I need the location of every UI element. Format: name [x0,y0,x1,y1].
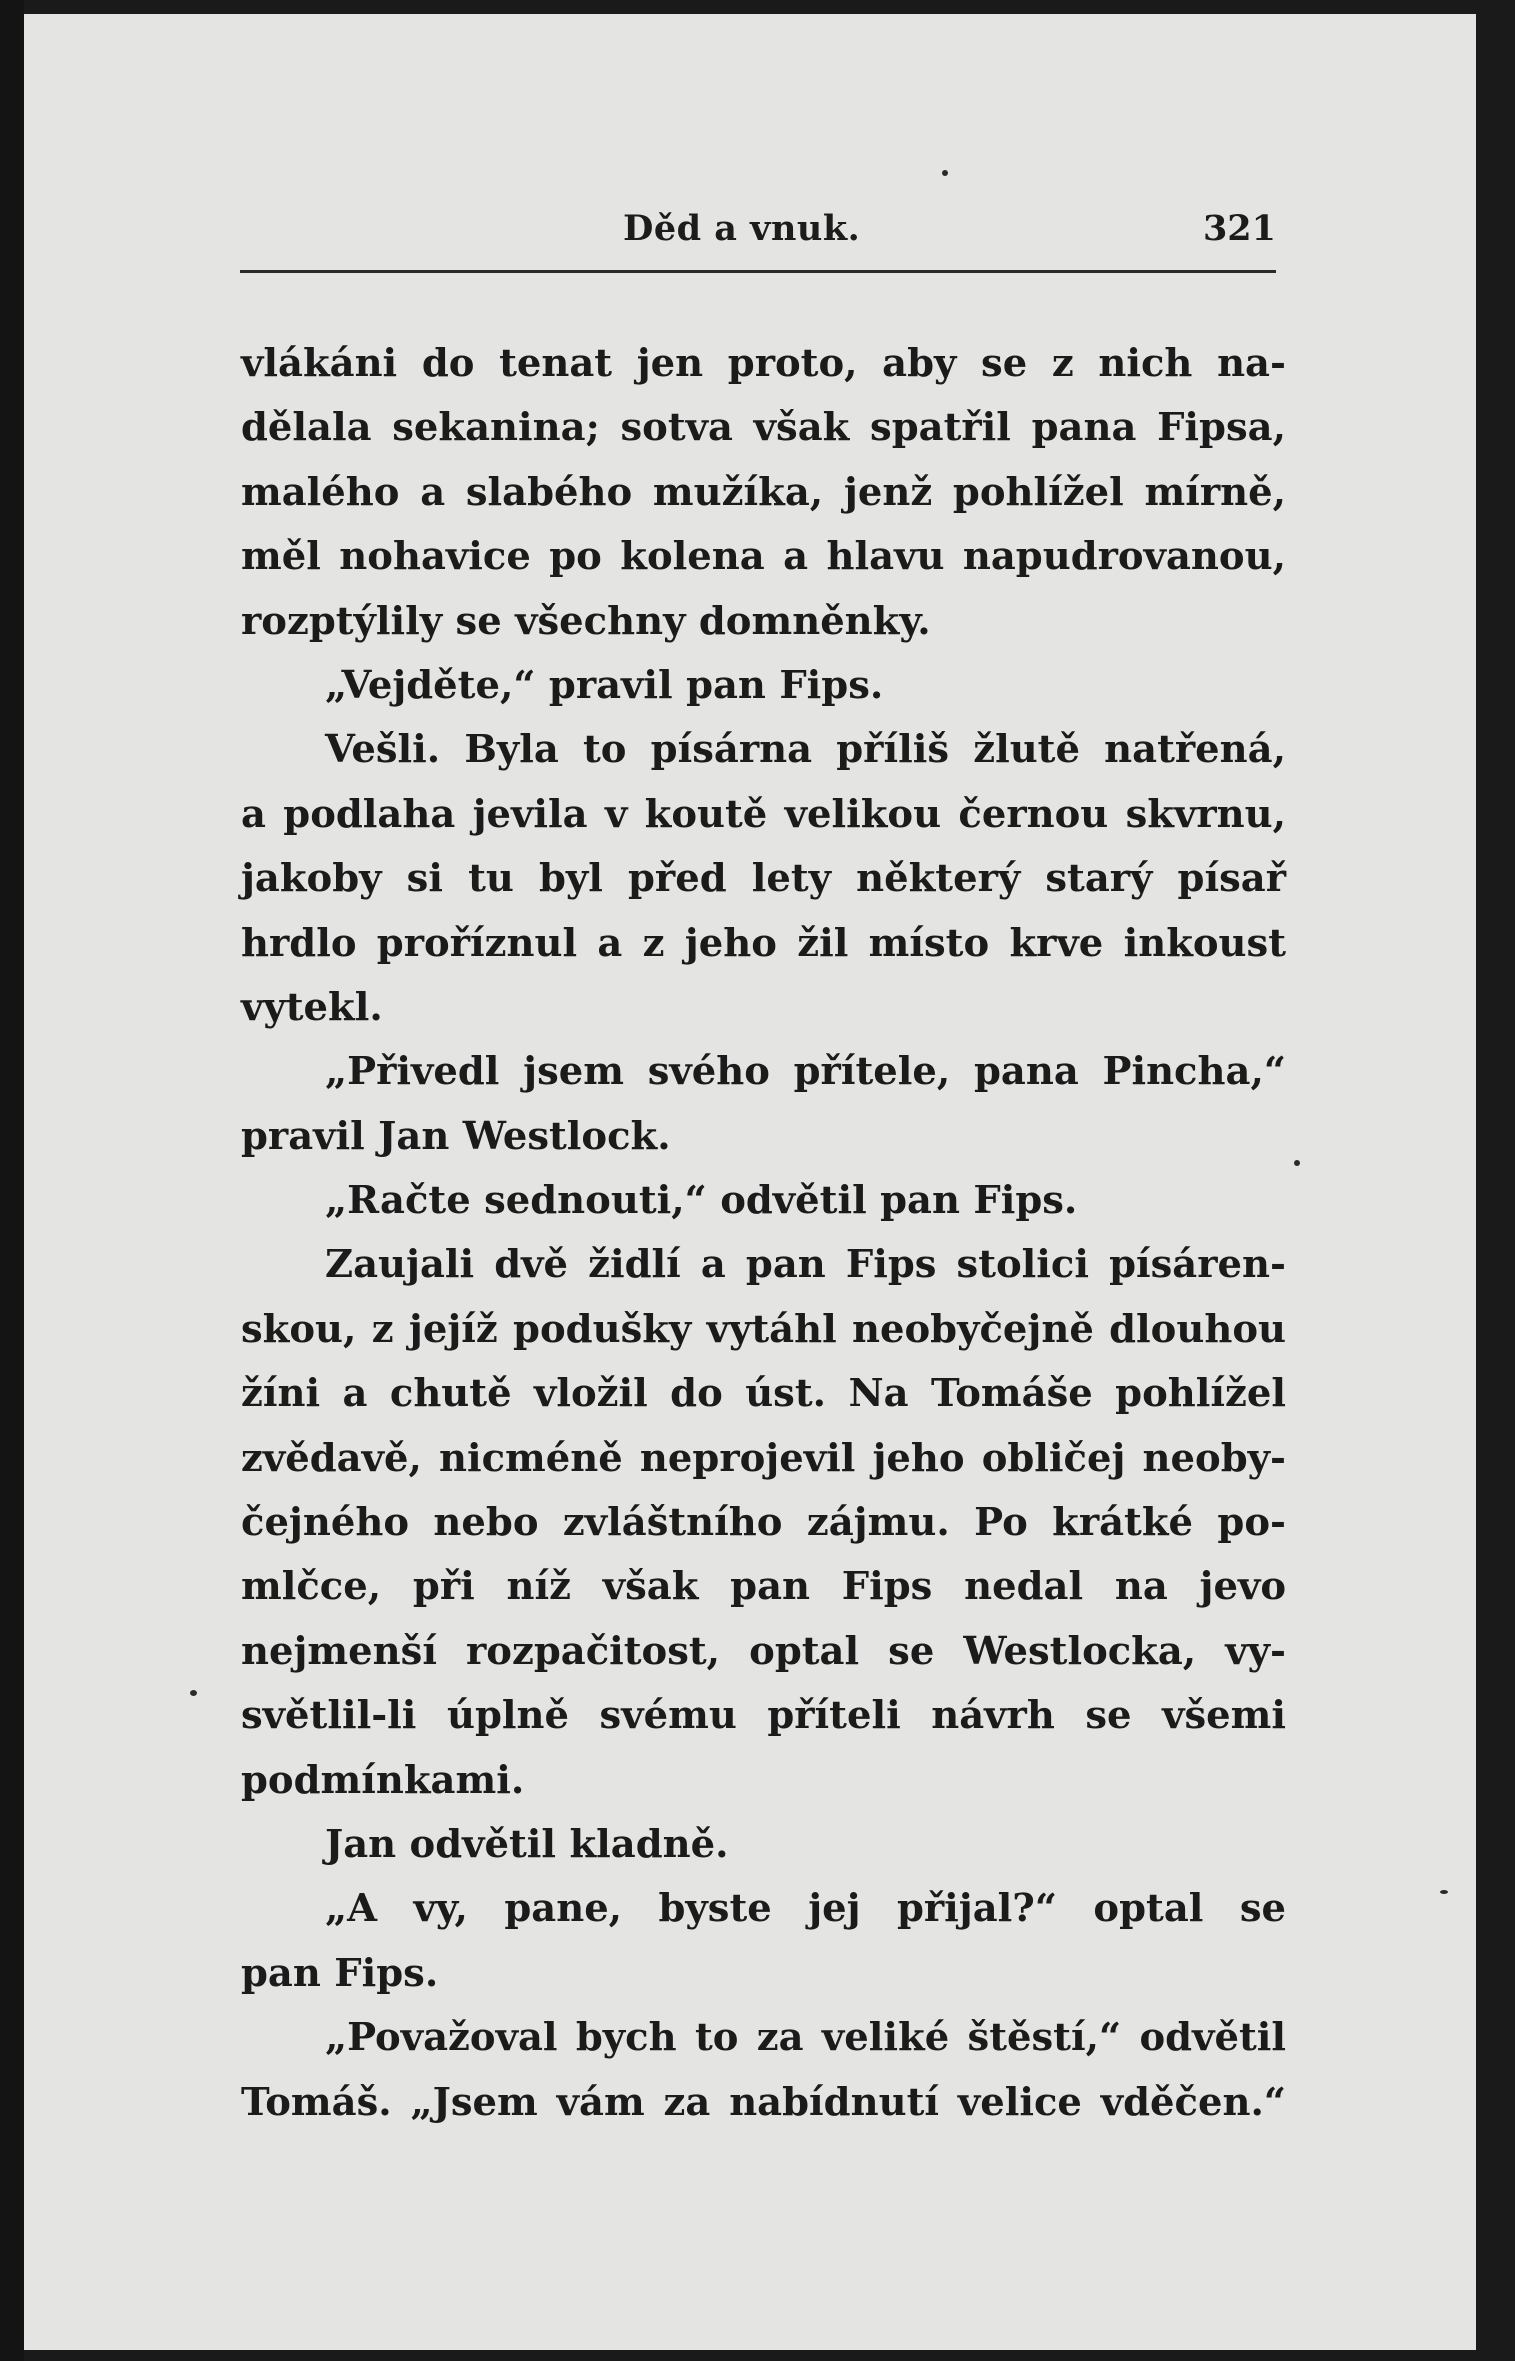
text-line: mlčce, při níž však pan Fips nedal na jevo [241,1564,1286,1610]
paper-speck [190,1690,197,1696]
text-line: pravil Jan Westlock. [241,1113,671,1159]
text-line: nejmenší rozpačitost, optal se Westlocka, vy- [241,1628,1286,1674]
text-line: zvědavě, nicméně neprojevil jeho obličej neoby- [241,1435,1286,1481]
text-line: a podlaha jevila v koutě velikou černou skvrnu, [241,791,1286,837]
page-number: 321 [1202,208,1276,249]
text-line: žíni a chutě vložil do úst. Na Tomáše pohlížel [241,1371,1286,1417]
text-line: Jan odvětil kladně. [325,1821,729,1867]
text-line: měl nohavice po kolena a hlavu napudrovanou, [241,534,1286,580]
text-line: dělala sekanina; sotva však spatřil pana Fipsa, [241,405,1286,451]
text-line: pan Fips. [241,1950,439,1996]
text-line: malého a slabého mužíka, jenž pohlížel mírně, [241,469,1286,515]
running-title: Děd a vnuk. [623,208,861,249]
text-line: Tomáš. „Jsem vám za nabídnutí velice vděčen.“ [241,2079,1286,2125]
body-text [241,332,1286,2135]
paper-speck [1294,1160,1300,1166]
header-rule [240,270,1276,273]
text-line: Vešli. Byla to písárna příliš žlutě natřená, [325,727,1286,773]
page-header [218,198,1276,250]
text-line: „A vy, pane, byste jej přijal?“ optal se [325,1886,1286,1932]
text-line: hrdlo proříznul a z jeho žil místo krve inkoust [241,920,1286,966]
text-line: Zaujali dvě židlí a pan Fips stolici písáren- [325,1242,1286,1288]
text-line: podmínkami. [241,1757,525,1803]
text-line: „Přivedl jsem svého přítele, pana Pincha,“ [325,1049,1286,1095]
paper-speck [942,170,948,176]
text-line: skou, z jejíž podušky vytáhl neobyčejně dlouhou [241,1306,1286,1352]
text-line: čejného nebo zvláštního zájmu. Po krátké po- [241,1500,1286,1546]
text-line: „Považoval bych to za veliké štěstí,“ odvětil [325,2015,1286,2061]
paper-speck [1440,1890,1448,1894]
text-line: „Vejděte,“ pravil pan Fips. [325,662,884,708]
text-line: rozptýlily se všechny domněnky. [241,598,931,644]
text-line: jakoby si tu byl před lety některý starý písař [241,856,1286,902]
page-edge-shadow [0,0,24,2361]
text-line: „Račte sednouti,“ odvětil pan Fips. [325,1178,1078,1224]
text-line: světlil-li úplně svému příteli návrh se všemi [241,1693,1286,1739]
text-line: vytekl. [241,984,383,1030]
text-line: vlákáni do tenat jen proto, aby se z nich na- [241,341,1286,386]
